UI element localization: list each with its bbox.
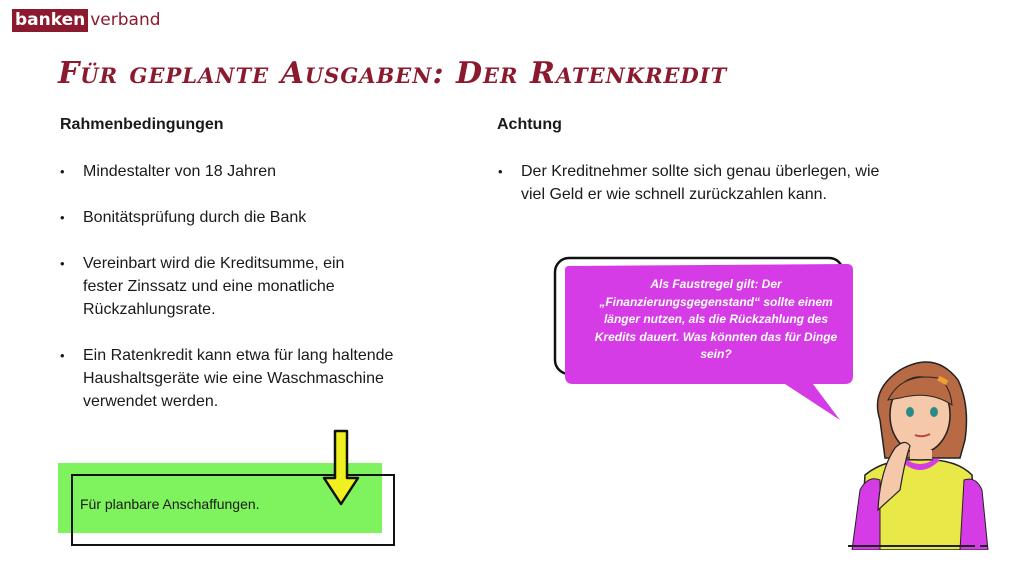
list-item: • Vereinbart wird die Kreditsumme, ein fester Zinssatz und eine monatliche Rückzahlungsrate. (58, 252, 373, 321)
logo-mark: banken (12, 9, 88, 32)
list-item: • Mindestalter von 18 Jahren (58, 160, 433, 183)
right-heading: Achtung (497, 116, 562, 133)
left-heading: Rahmenbedingungen (60, 116, 224, 133)
speech-bubble-text: Als Faustregel gilt: Der „Finanzierungsgegenstand“ sollte einem länger nutzen, als die Rückzahlung des Kredits dauert. Was könnten das für Dinge sein? (594, 277, 838, 361)
woman-thinking-illustration (840, 350, 1000, 550)
left-bullet-list (58, 160, 433, 436)
logo-text: verband (90, 10, 161, 30)
bankenverband-logo (12, 8, 161, 32)
list-item: • Der Kreditnehmer sollte sich genau überlegen, wie viel Geld er wie schnell zurückzahlen kann. (496, 160, 896, 206)
right-bullet-list (496, 160, 896, 229)
list-item: • Bonitätsprüfung durch die Bank (58, 206, 433, 229)
slide-title: Für geplante Ausgaben: Der Ratenkredit (58, 56, 728, 91)
callout-text: Für planbare Anschaffungen. (80, 496, 260, 512)
list-item: • Ein Ratenkredit kann etwa für lang haltende Haushaltsgeräte wie eine Waschmaschine verwendet werden. (58, 344, 438, 413)
down-arrow-icon (318, 428, 364, 510)
